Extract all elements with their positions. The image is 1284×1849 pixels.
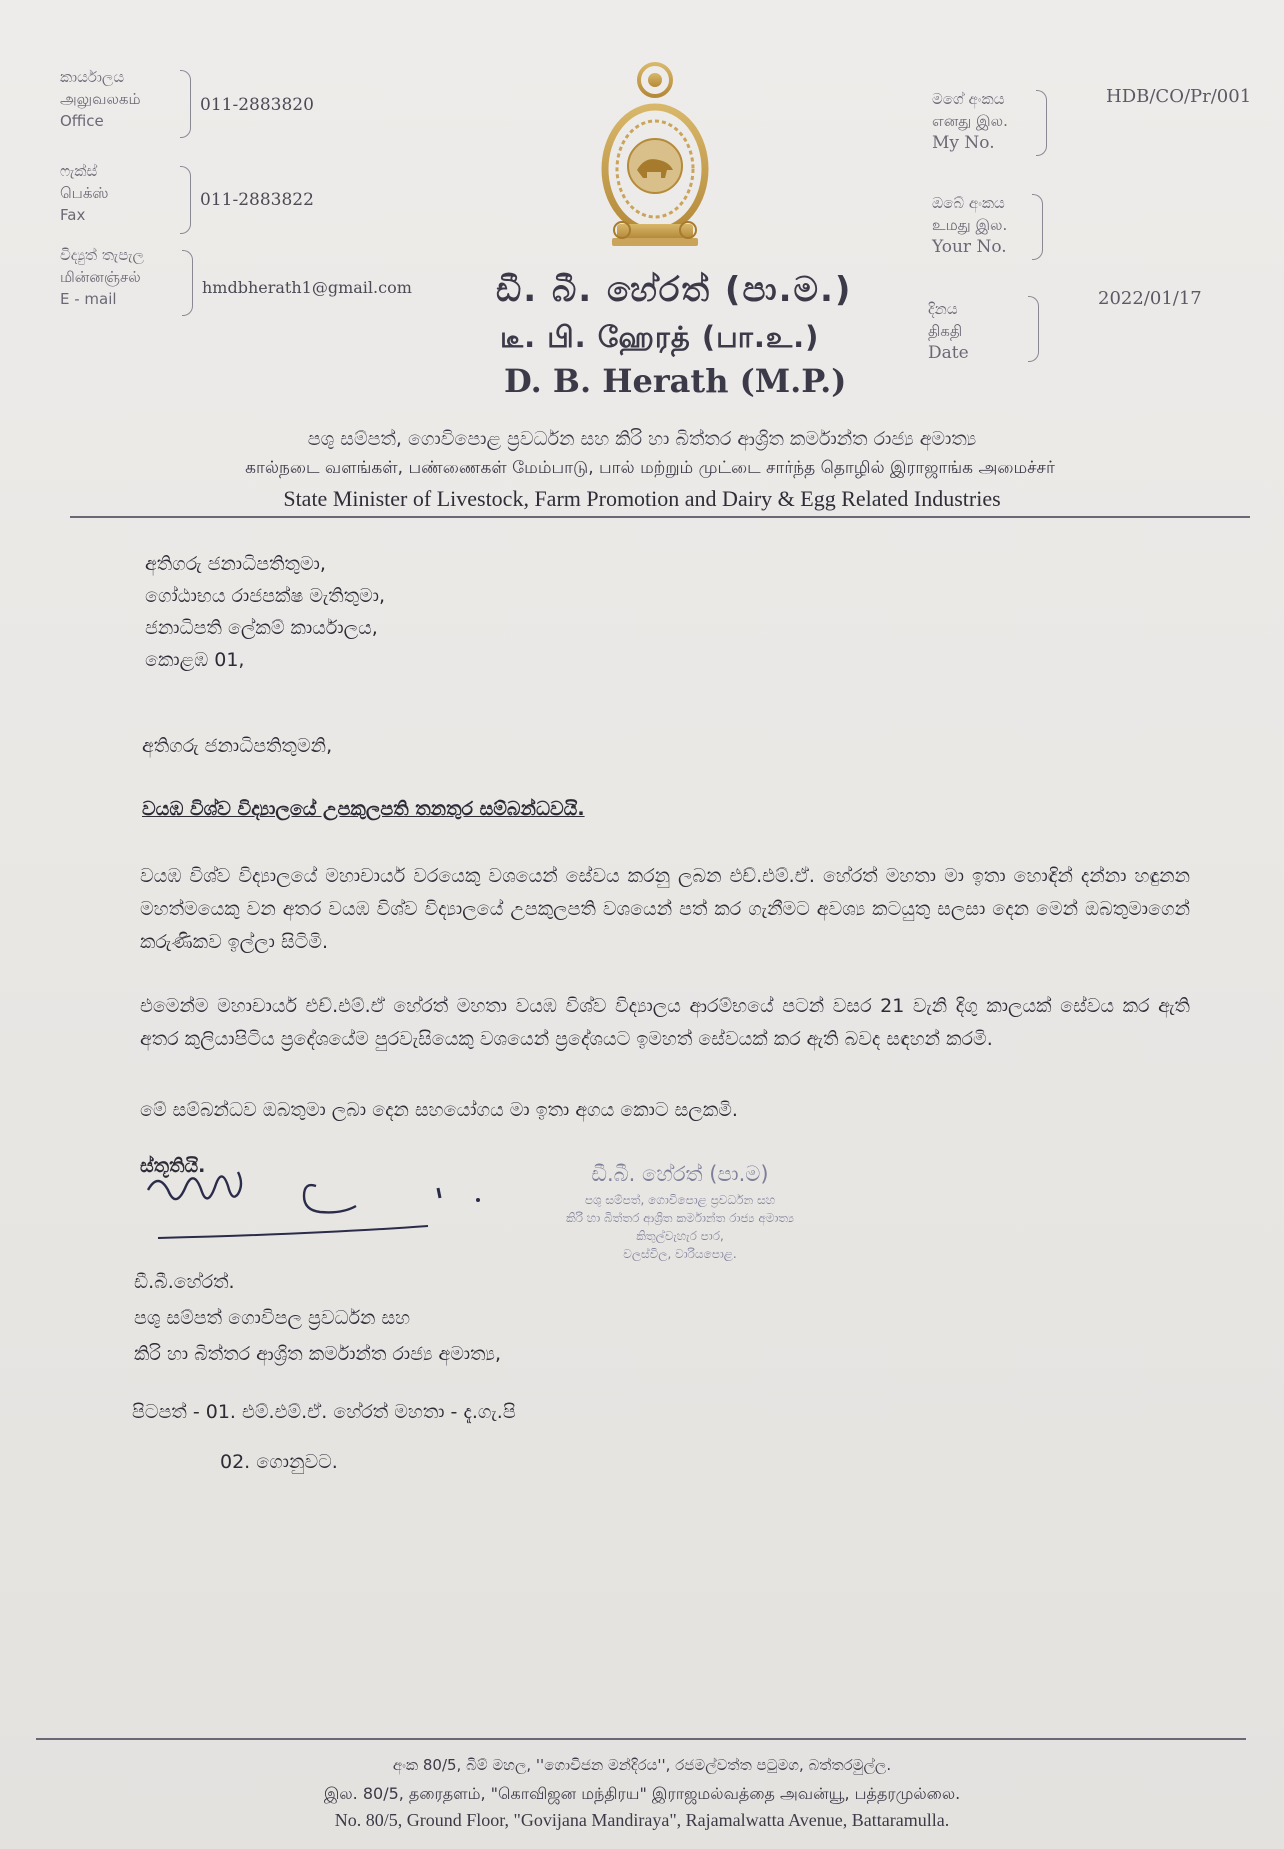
salutation: අතිගරු ජනාධිපතිතුමනි,	[142, 735, 333, 757]
addressee-line: අතිගරු ජනාධිපතිතුමා,	[145, 553, 326, 575]
title-english: State Minister of Livestock, Farm Promotion and Dairy & Egg Related Industries	[283, 486, 1001, 511]
fax-brace	[180, 166, 191, 234]
title-tamil: கால்நடை வளங்கள், பண்ணைகள் மேம்பாடு, பால் மற்றும் முட்டை சார்ந்த தொழில் இராஜாங்க அமைச்சர்	[245, 458, 1055, 478]
name-tamil: டீ. பி. ஹேரத் (பா.உ.)	[500, 320, 820, 354]
paragraph: එමෙන්ම මහාචාර්ය එච්.එම්.ඒ හේරත් මහතා වයඹ විශ්ව විද්‍යාලය ආරම්භයේ පටන් වසර 21 වැනි දිගු කාලයක් සේවය කර ඇති අතර කුලියාපිටිය ප්‍රදේශයේම පුරවැසියෙකු වශයෙන් ප්‍රදේශයට ඉමහත් සේවයක් කර ඇති බවද සඳහන් කරමි.	[140, 995, 1190, 1050]
date-label: දිනය திகதி Date	[928, 300, 969, 363]
date-brace	[1028, 296, 1039, 362]
office-phone: 011-2883820	[200, 95, 314, 115]
name-english: D. B. Herath (M.P.)	[504, 362, 847, 400]
footer-address-tamil: இல. 80/5, தரைதளம், "கொவிஜன மந்திரய" இராஜமல்வத்தை அவன்யூ, பத்தரமுல்லை.	[323, 1784, 961, 1803]
footer-rule	[36, 1738, 1246, 1740]
my-no-brace	[1036, 90, 1047, 156]
closing: ස්තූතියි.	[140, 1155, 206, 1177]
subject-line: වයඹ විශ්ව විද්‍යාලයේ උපකුලපති තනතුර සම්බන්ධවයි.	[142, 798, 585, 820]
header-rule	[70, 516, 1250, 518]
paragraph: වයඹ විශ්ව විද්‍යාලයේ මහාචාර්ය වරයෙකු වශයෙන් සේවය කරනු ලබන එච්.එම්.ඒ. හේරත් මහතා මා ඉතා හොඳින් දන්නා හඳුනන මහත්මයෙකු වන අතර වයඹ විශ්ව විද්‍යාලයේ උපකුලපති වශයෙන් පත් කර ගැනීමට අවශ්‍ය කටයුතු සලසා දෙන මෙන් ඔබතුමාගෙන් කරුණිකව ඉල්ලා සිටිමි.	[140, 865, 1190, 953]
your-no-label: ඔබේ අංකය உமது இல. Your No.	[932, 194, 1008, 257]
fax-label: ෆැක්ස් பெக்ஸ் Fax	[60, 162, 109, 224]
fax-number: 011-2883822	[200, 190, 314, 210]
your-no-brace	[1032, 194, 1043, 260]
office-label: කාර්යාලය அலுவலகம் Office	[60, 68, 141, 130]
stamp-name: ඩී.බී. හේරත් (පා.ම)	[591, 1162, 769, 1186]
stamp-line: කිරි හා බිත්තර ආශ්‍රිත කර්මාන්ත රාජ්‍ය අමාත්‍ය	[566, 1211, 794, 1225]
stamp-line: පශු සම්පත්, ගොවිපොළ ප්‍රවර්ධන සහ	[584, 1193, 776, 1207]
title-sinhala: පශු සම්පත්, ගොවිපොළ ප්‍රවර්ධන සහ කිරි හා බිත්තර ආශ්‍රිත කර්මාන්ත රාජ්‍ය අමාත්‍ය	[307, 428, 977, 450]
addressee-block	[145, 548, 385, 676]
addressee-line: ජනාධිපති ලේකම් කාර්යාලය,	[145, 617, 378, 639]
signatory-line: පශු සම්පත් ගොවිපල ප්‍රවර්ධන සහ	[134, 1307, 411, 1329]
signatory-line: ඩී.බී.හේරත්.	[134, 1271, 235, 1293]
my-no-label: මගේ අංකය எனது இல. My No.	[932, 90, 1008, 153]
footer-address-sinhala: අංක 80/5, බිම් මහල, ''ගොවිජන මන්දිරය'', රජමල්වත්ත පටුමග, බත්තරමුල්ල.	[392, 1756, 892, 1774]
addressee-line: ගෝඨාභය රාජපක්ෂ මැතිතුමා,	[145, 585, 386, 607]
signatory-line: කිරි හා බිත්තර ආශ්‍රිත කර්මාන්ත රාජ්‍ය අමාත්‍ය,	[134, 1343, 502, 1365]
footer-address-english: No. 80/5, Ground Floor, "Govijana Mandiraya", Rajamalwatta Avenue, Battaramulla.	[334, 1810, 950, 1830]
date-value: 2022/01/17	[1098, 288, 1202, 309]
copies-line: පිටපත් - 01. එම්.එම්.ඒ. හේරත් මහතා - දැ.ගැ.පි	[132, 1401, 516, 1423]
my-no-value: HDB/CO/Pr/001	[1106, 86, 1252, 107]
signatory-block	[134, 1264, 501, 1372]
national-emblem	[592, 54, 718, 254]
email-address: hmdbherath1@gmail.com	[202, 278, 412, 297]
addressee-line: කොළඹ 01,	[145, 649, 245, 671]
email-label: විද්‍යුත් තැපැල மின்னஞ்சல் E - mail	[60, 246, 144, 308]
name-sinhala: ඩී. බී. හේරත් (පා.ම.)	[496, 270, 853, 310]
stamp-line: කිතුල්වැහැර පාර,	[636, 1229, 724, 1243]
paragraph: මේ සම්බන්ධව ඔබතුමා ලබා දෙන සහයෝගය මා ඉතා අගය කොට සලකමි.	[140, 1099, 738, 1121]
official-stamp	[520, 1162, 840, 1263]
office-brace	[180, 70, 191, 138]
handwritten-signature	[140, 1150, 500, 1250]
stamp-line: වලස්විල, වාරියපොළ.	[623, 1247, 737, 1261]
copies-line: 02. ගොනුවට.	[220, 1451, 338, 1473]
email-brace	[182, 250, 193, 316]
